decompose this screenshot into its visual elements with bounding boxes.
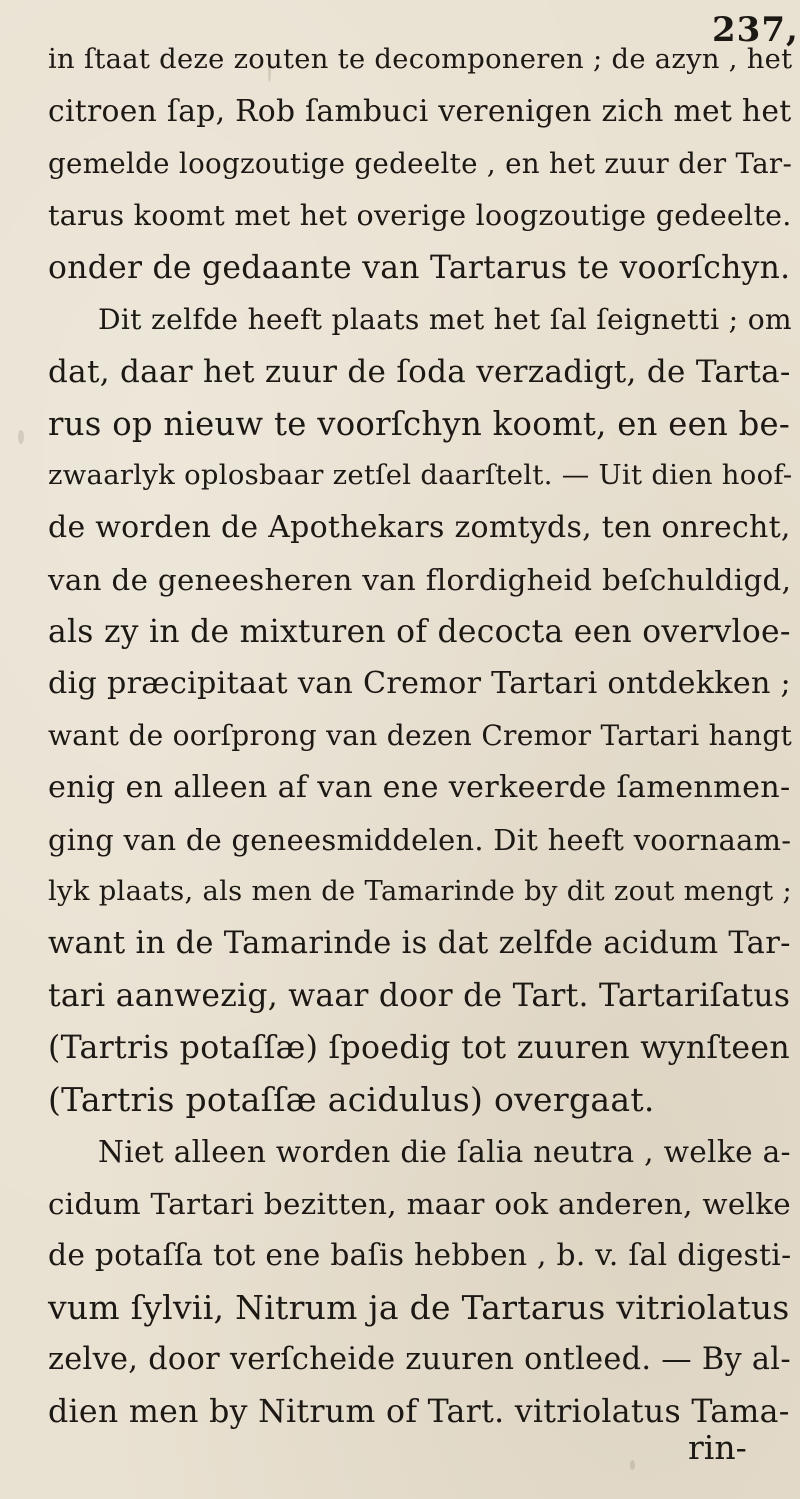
paper-stain [18, 430, 24, 444]
text-line: tari aanwezig, waar door de Tart. Tartariſatus [48, 978, 791, 1014]
text-line: (Tartris potaſſæ) ſpoedig tot zuuren wynſteen [48, 1030, 791, 1066]
text-line: als zy in de mixturen of decocta een overvloe- [48, 614, 791, 650]
text-line: rus op nieuw te voorſchyn koomt, en een be- [48, 405, 791, 443]
text-line: ging van de geneesmiddelen. Dit heeft voornaam- [48, 823, 792, 857]
catchword: rin- [688, 1428, 747, 1467]
text-line: dat, daar het zuur de ſoda verzadigt, de Tarta- [48, 354, 791, 390]
text-line: dig præcipitaat van Cremor Tartari ontdekken ; [48, 666, 792, 701]
text-line: Dit zelfde heeft plaats met het ſal ſeignetti ; om [98, 303, 792, 336]
text-line: vum ſylvii, Nitrum ja de Tartarus vitriolatus [48, 1288, 790, 1327]
text-line: lyk plaats, als men de Tamarinde by dit zout mengt ; [48, 876, 793, 907]
text-line: zwaarlyk oplosbaar zetſel daarſtelt. — Uit dien hoof- [48, 460, 793, 491]
paper-stain [630, 1460, 635, 1470]
text-line: onder de gedaante van Tartarus te voorſchyn. [48, 250, 791, 286]
page-number: 237, [712, 10, 799, 50]
text-line: de potaſſa tot ene baſis hebben , b. v. ſal digesti- [48, 1238, 792, 1273]
text-line: gemelde loogzoutige gedeelte , en het zuur der Tar- [48, 147, 793, 180]
text-line: want in de Tamarinde is dat zelfde acidum Tar- [48, 926, 791, 961]
text-line: zelve, door verſcheide zuuren ontleed. — By al- [48, 1342, 791, 1377]
text-line: cidum Tartari bezitten, maar ook anderen, welke [48, 1187, 791, 1221]
text-line: in ſtaat deze zouten te decomponeren ; de azyn , het [48, 44, 793, 75]
text-line: enig en alleen af van ene verkeerde ſamenmen- [48, 770, 791, 805]
text-line: (Tartris potaſſæ acidulus) overgaat. [48, 1080, 655, 1119]
text-line: Niet alleen worden die ſalia neutra , welke a- [98, 1135, 791, 1169]
text-line: citroen ſap, Rob ſambuci verenigen zich met het [48, 94, 792, 129]
text-line: want de oorſprong van dezen Cremor Tartari hangt [48, 719, 793, 752]
text-line: van de geneesheren van flordigheid beſchuldigd, [48, 563, 792, 597]
text-line: dien men by Nitrum of Tart. vitriolatus Tama- [48, 1394, 790, 1430]
text-line: tarus koomt met het overige loogzoutige gedeelte. [48, 199, 792, 232]
text-line: de worden de Apothekars zomtyds, ten onrecht, [48, 510, 791, 545]
